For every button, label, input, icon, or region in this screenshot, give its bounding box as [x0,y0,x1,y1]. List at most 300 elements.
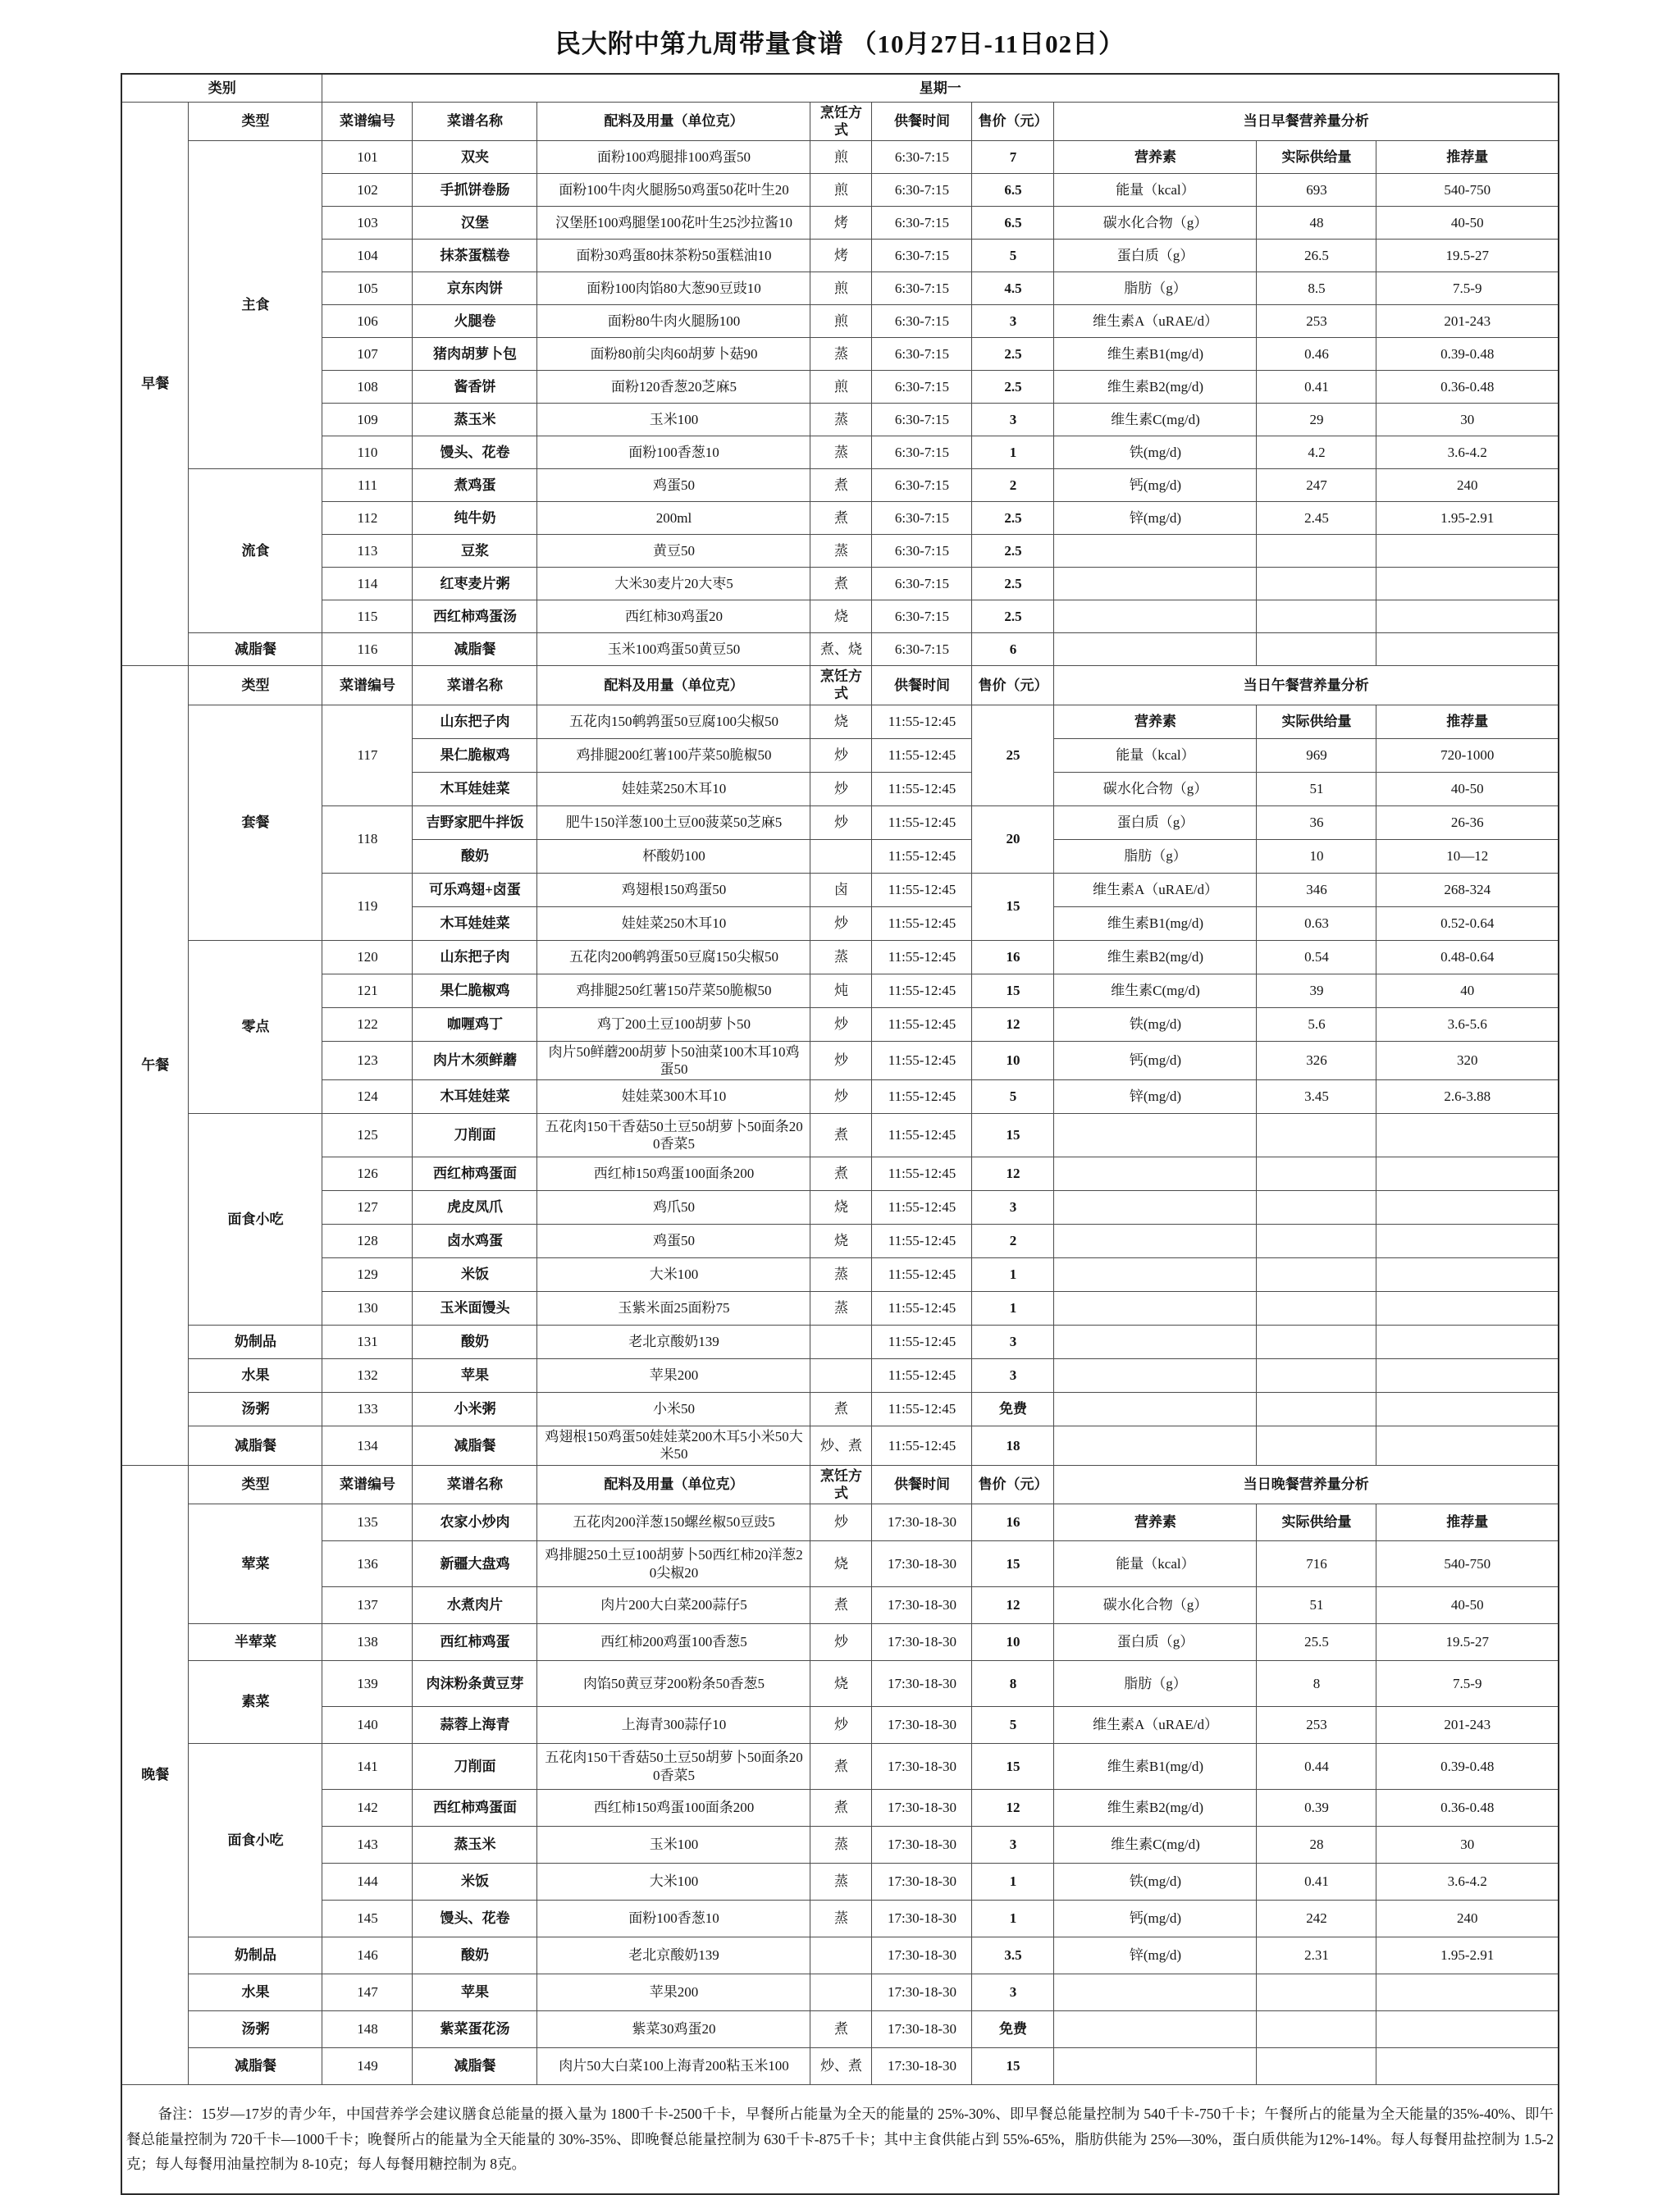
cooking-method-cell: 煮 [810,568,872,600]
nutrient-label-cell-empty [1054,1225,1257,1258]
dish-code-cell: 113 [322,535,413,568]
ingredients-cell: 娃娃菜300木耳10 [537,1080,810,1114]
nutrient-label-cell: 蛋白质（g） [1054,1624,1257,1661]
price-cell: 5 [972,240,1054,272]
dish-name-cell: 果仁脆椒鸡 [413,738,537,772]
dish-code-cell: 120 [322,940,413,974]
nutrient-label-cell-empty [1054,1359,1257,1393]
dish-row [121,1744,1559,1790]
price-cell: 15 [972,974,1054,1007]
nutrition-header-cell: 推荐量 [1376,705,1559,738]
nutrient-actual-cell: 693 [1257,174,1376,207]
dish-name-cell: 新疆大盘鸡 [413,1541,537,1587]
serving-time-cell: 11:55-12:45 [872,1080,972,1114]
price-cell: 2.5 [972,535,1054,568]
nutrient-recommended-cell-empty [1376,568,1559,600]
column-header-cell: 供餐时间 [872,666,972,705]
serving-time-cell: 11:55-12:45 [872,1225,972,1258]
dish-name-cell: 馒头、花卷 [413,1901,537,1937]
dish-name-cell: 山东把子肉 [413,940,537,974]
nutrient-recommended-cell: 268-324 [1376,873,1559,906]
nutrient-actual-cell: 8.5 [1257,272,1376,305]
nutrient-label-cell: 钙(mg/d) [1054,1041,1257,1080]
serving-time-cell: 11:55-12:45 [872,1393,972,1426]
nutrient-actual-cell: 2.31 [1257,1937,1376,1974]
dish-name-cell: 减脂餐 [413,1426,537,1466]
cooking-method-cell: 炒 [810,906,872,940]
serving-time-cell: 17:30-18-30 [872,1504,972,1541]
dish-row [121,1707,1559,1744]
nutrient-recommended-cell-empty [1376,1114,1559,1157]
serving-time-cell: 6:30-7:15 [872,502,972,535]
serving-time-cell: 6:30-7:15 [872,568,972,600]
menu-table-body [121,74,1559,2194]
dish-row [121,272,1559,305]
nutrient-label-cell-empty [1054,1326,1257,1359]
serving-time-cell: 6:30-7:15 [872,404,972,436]
cooking-method-cell: 烤 [810,240,872,272]
page-title: 民大附中第九周带量食谱 （10月27日-11日02日） [555,30,1125,58]
ingredients-cell: 面粉100鸡腿排100鸡蛋50 [537,141,810,174]
nutrient-recommended-cell: 19.5-27 [1376,240,1559,272]
nutrient-recommended-cell: 19.5-27 [1376,1624,1559,1661]
ingredients-cell: 玉米100鸡蛋50黄豆50 [537,633,810,666]
nutrient-actual-cell: 39 [1257,974,1376,1007]
dish-code-cell: 105 [322,272,413,305]
price-cell: 8 [972,1661,1054,1707]
price-cell: 6.5 [972,207,1054,240]
nutrient-recommended-cell-empty [1376,600,1559,633]
price-cell: 1 [972,1292,1054,1326]
nutrient-actual-cell-empty [1257,1359,1376,1393]
dish-row [121,535,1559,568]
ingredients-cell: 鸡排腿250土豆100胡萝卜50西红柿20洋葱20尖椒20 [537,1541,810,1587]
serving-time-cell: 6:30-7:15 [872,436,972,469]
nutrient-label-cell: 碳水化合物（g） [1054,772,1257,805]
serving-time-cell: 11:55-12:45 [872,1114,972,1157]
day-header-cell: 星期一 [322,74,1559,102]
cooking-method-cell: 煮、烧 [810,633,872,666]
type-label-cell: 零点 [189,940,322,1114]
nutrient-label-cell-empty [1054,2048,1257,2085]
dish-code-cell: 130 [322,1292,413,1326]
dish-name-cell: 减脂餐 [413,633,537,666]
ingredients-cell: 面粉30鸡蛋80抹茶粉50蛋糕油10 [537,240,810,272]
column-header-cell: 售价（元） [972,102,1054,141]
price-cell: 10 [972,1041,1054,1080]
dish-name-cell: 小米粥 [413,1393,537,1426]
dish-row [121,940,1559,974]
dish-name-cell: 苹果 [413,1359,537,1393]
cooking-method-cell: 蒸 [810,1827,872,1864]
ingredients-cell: 玉紫米面25面粉75 [537,1292,810,1326]
nutrient-recommended-cell: 201-243 [1376,305,1559,338]
cooking-method-cell [810,1326,872,1359]
nutrient-recommended-cell: 40-50 [1376,772,1559,805]
section-header-row [121,102,1559,141]
dish-row [121,805,1559,839]
price-cell: 3 [972,404,1054,436]
serving-time-cell: 6:30-7:15 [872,207,972,240]
dish-code-cell: 104 [322,240,413,272]
nutrient-label-cell: 铁(mg/d) [1054,436,1257,469]
serving-time-cell: 11:55-12:45 [872,839,972,873]
dish-name-cell: 玉米面馒头 [413,1292,537,1326]
nutrient-label-cell: 锌(mg/d) [1054,502,1257,535]
meal-label-cell: 午餐 [121,666,189,1466]
nutrient-actual-cell: 3.45 [1257,1080,1376,1114]
nutrient-label-cell-empty [1054,633,1257,666]
serving-time-cell: 17:30-18-30 [872,1661,972,1707]
dish-row [121,174,1559,207]
nutrient-recommended-cell: 320 [1376,1041,1559,1080]
cooking-method-cell: 煮 [810,1157,872,1191]
ingredients-cell: 面粉120香葱20芝麻5 [537,371,810,404]
meal-label-cell: 晚餐 [121,1465,189,2085]
serving-time-cell: 11:55-12:45 [872,1157,972,1191]
nutrient-recommended-cell: 40 [1376,974,1559,1007]
dish-code-cell: 134 [322,1426,413,1466]
dish-name-cell: 木耳娃娃菜 [413,906,537,940]
nutrient-recommended-cell: 3.6-4.2 [1376,436,1559,469]
ingredients-cell: 鸡爪50 [537,1191,810,1225]
ingredients-cell: 肥牛150洋葱100土豆00菠菜50芝麻5 [537,805,810,839]
nutrient-label-cell: 铁(mg/d) [1054,1007,1257,1041]
ingredients-cell: 老北京酸奶139 [537,1937,810,1974]
dish-code-cell: 147 [322,1974,413,2011]
dish-code-cell: 140 [322,1707,413,1744]
dish-code-cell: 107 [322,338,413,371]
column-header-cell: 配料及用量（单位克） [537,102,810,141]
serving-time-cell: 17:30-18-30 [872,2011,972,2048]
price-cell: 1 [972,436,1054,469]
nutrient-label-cell: 能量（kcal） [1054,738,1257,772]
column-header-cell: 配料及用量（单位克） [537,1465,810,1504]
serving-time-cell: 11:55-12:45 [872,805,972,839]
type-label-cell: 套餐 [189,705,322,940]
serving-time-cell: 17:30-18-30 [872,1744,972,1790]
dish-row [121,1624,1559,1661]
nutrition-header-cell: 实际供给量 [1257,141,1376,174]
dish-row [121,469,1559,502]
nutrient-actual-cell-empty [1257,1114,1376,1157]
nutrition-header-cell: 推荐量 [1376,1504,1559,1541]
nutrient-actual-cell: 0.41 [1257,1864,1376,1901]
dish-name-cell: 山东把子肉 [413,705,537,738]
price-cell: 2.5 [972,568,1054,600]
nutrient-actual-cell: 0.41 [1257,371,1376,404]
dish-name-cell: 酸奶 [413,839,537,873]
nutrient-recommended-cell: 1.95-2.91 [1376,502,1559,535]
dish-row [121,404,1559,436]
column-header-cell: 菜谱编号 [322,1465,413,1504]
dish-name-cell: 煮鸡蛋 [413,469,537,502]
dish-name-cell: 米饭 [413,1864,537,1901]
nutrition-header-cell: 营养素 [1054,705,1257,738]
ingredients-cell: 面粉100香葱10 [537,1901,810,1937]
nutrient-recommended-cell-empty [1376,1191,1559,1225]
dish-name-cell: 咖喱鸡丁 [413,1007,537,1041]
nutrient-actual-cell-empty [1257,2048,1376,2085]
dish-row [121,1587,1559,1624]
serving-time-cell: 6:30-7:15 [872,371,972,404]
cooking-method-cell: 蒸 [810,404,872,436]
nutrient-actual-cell: 0.54 [1257,940,1376,974]
nutrient-actual-cell-empty [1257,1258,1376,1292]
nutrient-label-cell: 脂肪（g） [1054,272,1257,305]
dish-name-cell: 汉堡 [413,207,537,240]
dish-row [121,1191,1559,1225]
nutrition-header-cell: 营养素 [1054,1504,1257,1541]
serving-time-cell: 11:55-12:45 [872,1359,972,1393]
dish-row [121,436,1559,469]
dish-code-cell: 149 [322,2048,413,2085]
ingredients-cell: 西红柿150鸡蛋100面条200 [537,1157,810,1191]
serving-time-cell: 11:55-12:45 [872,1041,972,1080]
cooking-method-cell: 炒 [810,1707,872,1744]
dish-name-cell: 西红柿鸡蛋汤 [413,600,537,633]
ingredients-cell: 五花肉150干香菇50土豆50胡萝卜50面条200香菜5 [537,1114,810,1157]
dish-name-cell: 卤水鸡蛋 [413,1225,537,1258]
ingredients-cell: 面粉100肉馅80大葱90豆豉10 [537,272,810,305]
price-cell: 免费 [972,1393,1054,1426]
dish-name-cell: 西红柿鸡蛋 [413,1624,537,1661]
column-header-cell: 类型 [189,1465,322,1504]
column-header-cell: 供餐时间 [872,1465,972,1504]
dish-name-cell: 米饭 [413,1258,537,1292]
dish-row [121,1114,1559,1157]
serving-time-cell: 17:30-18-30 [872,1541,972,1587]
dish-name-cell: 馒头、花卷 [413,436,537,469]
cooking-method-cell: 煎 [810,174,872,207]
cooking-method-cell: 烧 [810,705,872,738]
nutrient-recommended-cell: 201-243 [1376,1707,1559,1744]
dish-code-cell: 143 [322,1827,413,1864]
cooking-method-cell: 蒸 [810,1292,872,1326]
cooking-method-cell: 炒 [810,1504,872,1541]
ingredients-cell: 老北京酸奶139 [537,1326,810,1359]
nutrient-recommended-cell-empty [1376,1292,1559,1326]
nutrient-actual-cell-empty [1257,535,1376,568]
dish-row [121,240,1559,272]
nutrient-actual-cell-empty [1257,600,1376,633]
nutrient-label-cell: 铁(mg/d) [1054,1864,1257,1901]
price-cell: 4.5 [972,272,1054,305]
nutrient-recommended-cell-empty [1376,2011,1559,2048]
cooking-method-cell: 炒 [810,1041,872,1080]
dish-name-cell: 刀削面 [413,1114,537,1157]
dish-name-cell: 刀削面 [413,1744,537,1790]
nutrient-recommended-cell: 26-36 [1376,805,1559,839]
price-cell: 2 [972,469,1054,502]
column-header-cell: 类型 [189,102,322,141]
dish-code-cell: 116 [322,633,413,666]
cooking-method-cell: 蒸 [810,940,872,974]
price-cell: 2.5 [972,502,1054,535]
ingredients-cell: 鸡蛋50 [537,469,810,502]
dish-row [121,600,1559,633]
dish-name-cell: 紫菜蛋花汤 [413,2011,537,2048]
nutrient-actual-cell: 0.46 [1257,338,1376,371]
nutrient-recommended-cell: 40-50 [1376,1587,1559,1624]
dish-code-cell: 132 [322,1359,413,1393]
nutrient-recommended-cell-empty [1376,1326,1559,1359]
nutrient-label-cell-empty [1054,568,1257,600]
column-header-cell: 配料及用量（单位克） [537,666,810,705]
serving-time-cell: 6:30-7:15 [872,600,972,633]
dish-code-cell: 118 [322,805,413,873]
category-day-row [121,74,1559,102]
price-cell: 15 [972,2048,1054,2085]
dish-code-cell: 133 [322,1393,413,1426]
dish-name-cell: 酱香饼 [413,371,537,404]
price-cell: 20 [972,805,1054,873]
cooking-method-cell: 炒 [810,1080,872,1114]
dish-name-cell: 果仁脆椒鸡 [413,974,537,1007]
nutrient-actual-cell: 253 [1257,1707,1376,1744]
ingredients-cell: 肉片50鲜蘑200胡萝卜50油菜100木耳10鸡蛋50 [537,1041,810,1080]
nutrient-label-cell: 锌(mg/d) [1054,1080,1257,1114]
nutrient-actual-cell: 326 [1257,1041,1376,1080]
nutrient-label-cell: 维生素C(mg/d) [1054,1827,1257,1864]
nutrient-label-cell-empty [1054,1258,1257,1292]
nutrient-recommended-cell: 7.5-9 [1376,1661,1559,1707]
cooking-method-cell: 烧 [810,600,872,633]
nutrient-actual-cell: 5.6 [1257,1007,1376,1041]
serving-time-cell: 11:55-12:45 [872,738,972,772]
dish-row [121,371,1559,404]
price-cell: 免费 [972,2011,1054,2048]
type-label-cell: 流食 [189,469,322,633]
cooking-method-cell: 烧 [810,1541,872,1587]
price-cell: 3 [972,1974,1054,2011]
dish-name-cell: 苹果 [413,1974,537,2011]
nutrient-actual-cell: 26.5 [1257,240,1376,272]
ingredients-cell: 鸡蛋50 [537,1225,810,1258]
nutrient-label-cell: 能量（kcal） [1054,1541,1257,1587]
ingredients-cell: 苹果200 [537,1974,810,2011]
column-header-cell: 售价（元） [972,666,1054,705]
cooking-method-cell: 煮 [810,1114,872,1157]
serving-time-cell: 17:30-18-30 [872,1937,972,1974]
nutrient-label-cell: 维生素B1(mg/d) [1054,1744,1257,1790]
dish-row [121,1080,1559,1114]
price-cell: 16 [972,1504,1054,1541]
ingredients-cell: 杯酸奶100 [537,839,810,873]
nutrient-label-cell: 维生素B1(mg/d) [1054,906,1257,940]
dish-row [121,2011,1559,2048]
price-cell: 6.5 [972,174,1054,207]
dish-name-cell: 手抓饼卷肠 [413,174,537,207]
price-cell: 12 [972,1157,1054,1191]
dish-code-cell: 128 [322,1225,413,1258]
ingredients-cell: 汉堡胚100鸡腿堡100花叶生25沙拉酱10 [537,207,810,240]
ingredients-cell: 大米100 [537,1864,810,1901]
cooking-method-cell: 蒸 [810,436,872,469]
nutrient-actual-cell-empty [1257,1157,1376,1191]
nutrient-actual-cell-empty [1257,1191,1376,1225]
dish-code-cell: 136 [322,1541,413,1587]
meal-label-cell: 早餐 [121,102,189,666]
dish-row [121,1258,1559,1292]
dish-name-cell: 肉沫粉条黄豆芽 [413,1661,537,1707]
price-cell: 1 [972,1864,1054,1901]
nutrient-actual-cell-empty [1257,1426,1376,1466]
dish-code-cell: 110 [322,436,413,469]
nutrient-actual-cell: 51 [1257,772,1376,805]
nutrient-label-cell: 脂肪（g） [1054,1661,1257,1707]
nutrient-label-cell: 维生素B2(mg/d) [1054,1790,1257,1827]
nutrient-actual-cell: 0.63 [1257,906,1376,940]
serving-time-cell: 11:55-12:45 [872,1191,972,1225]
dish-code-cell: 117 [322,705,413,805]
dish-name-cell: 可乐鸡翅+卤蛋 [413,873,537,906]
ingredients-cell: 面粉100牛肉火腿肠50鸡蛋50花叶生20 [537,174,810,207]
price-cell: 6 [972,633,1054,666]
dish-row [121,1426,1559,1466]
nutrient-label-cell-empty [1054,2011,1257,2048]
ingredients-cell: 肉片200大白菜200蒜仔5 [537,1587,810,1624]
dish-code-cell: 144 [322,1864,413,1901]
dish-name-cell: 水煮肉片 [413,1587,537,1624]
cooking-method-cell: 炒 [810,1007,872,1041]
nutrient-actual-cell: 51 [1257,1587,1376,1624]
dish-row [121,1541,1559,1587]
type-label-cell: 减脂餐 [189,1426,322,1466]
type-label-cell: 主食 [189,141,322,469]
nutrition-header-cell: 实际供给量 [1257,705,1376,738]
ingredients-cell: 五花肉150鹌鹑蛋50豆腐100尖椒50 [537,705,810,738]
dish-row [121,1901,1559,1937]
nutrient-label-cell: 维生素B2(mg/d) [1054,371,1257,404]
column-header-cell: 菜谱编号 [322,102,413,141]
nutrient-recommended-cell: 40-50 [1376,207,1559,240]
nutrient-actual-cell: 716 [1257,1541,1376,1587]
nutrient-actual-cell-empty [1257,1326,1376,1359]
dish-row [121,502,1559,535]
type-label-cell: 奶制品 [189,1326,322,1359]
dish-row [121,2048,1559,2085]
nutrient-actual-cell: 8 [1257,1661,1376,1707]
cooking-method-cell: 煎 [810,371,872,404]
price-cell: 7 [972,141,1054,174]
dish-name-cell: 蒜蓉上海青 [413,1707,537,1744]
nutrient-actual-cell: 28 [1257,1827,1376,1864]
price-cell: 2 [972,1225,1054,1258]
serving-time-cell: 6:30-7:15 [872,272,972,305]
dish-row [121,305,1559,338]
ingredients-cell: 西红柿150鸡蛋100面条200 [537,1790,810,1827]
dish-name-cell: 肉片木须鲜蘑 [413,1041,537,1080]
ingredients-cell: 鸡丁200土豆100胡萝卜50 [537,1007,810,1041]
nutrient-actual-cell: 36 [1257,805,1376,839]
ingredients-cell: 上海青300蒜仔10 [537,1707,810,1744]
nutrient-label-cell-empty [1054,1114,1257,1157]
dish-name-cell: 豆浆 [413,535,537,568]
nutrient-label-cell: 维生素A（uRAE/d） [1054,305,1257,338]
nutrient-actual-cell-empty [1257,633,1376,666]
column-header-cell: 菜谱名称 [413,102,537,141]
price-cell: 15 [972,1114,1054,1157]
nutrient-label-cell: 维生素A（uRAE/d） [1054,1707,1257,1744]
nutrient-label-cell: 维生素A（uRAE/d） [1054,873,1257,906]
section-header-row [121,1465,1559,1504]
nutrition-header-cell: 实际供给量 [1257,1504,1376,1541]
nutrient-actual-cell-empty [1257,1393,1376,1426]
dish-name-cell: 酸奶 [413,1937,537,1974]
category-header-cell: 类别 [121,74,322,102]
serving-time-cell: 6:30-7:15 [872,338,972,371]
